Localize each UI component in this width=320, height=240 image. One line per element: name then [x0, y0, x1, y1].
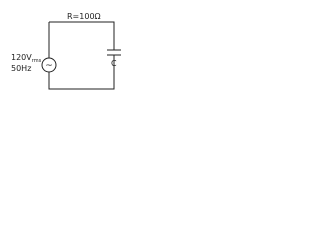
- source-voltage-label: [11, 53, 42, 64]
- capacitor-label: C: [111, 59, 117, 68]
- ac-source-tilde: ~: [45, 61, 53, 71]
- resistor-value: 100: [79, 12, 95, 21]
- resistor-label: [67, 12, 101, 21]
- source-voltage: 120V: [11, 53, 32, 62]
- ac-source-symbol: [42, 58, 56, 72]
- source-voltage-subscript: rms: [31, 58, 42, 64]
- source-frequency-label: 50Hz: [11, 64, 32, 73]
- capacitor-symbol: [107, 50, 121, 55]
- resistor-unit: Ω: [94, 12, 101, 21]
- circuit-wires: [49, 22, 114, 89]
- resistor-prefix: R=: [67, 12, 80, 21]
- rc-circuit-diagram: [0, 0, 141, 108]
